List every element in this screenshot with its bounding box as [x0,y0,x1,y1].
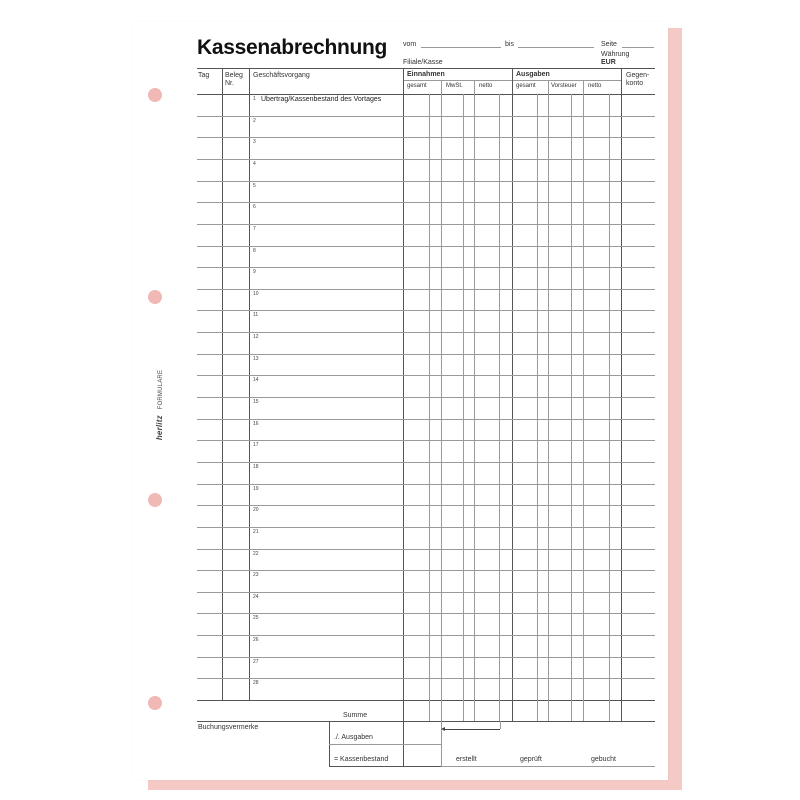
brand-line: FORMULARE [158,369,164,410]
row-number: 26 [253,637,259,643]
row-number: 7 [253,226,256,232]
row-number: 20 [253,507,259,513]
einnahmen-column-rule [512,68,513,721]
punch-hole [148,696,162,710]
sub-column-rule [441,80,442,721]
row-rule [197,332,655,333]
ausgaben-label: ./. Ausgaben [334,734,373,741]
row-rule [197,267,655,268]
col-beleg: Beleg [225,72,243,79]
table-top-rule [197,68,655,69]
signature-rule [441,766,655,767]
sub-column-rule [571,94,572,721]
row-number: 5 [253,183,256,189]
row-rule [197,484,655,485]
row-rule [197,375,655,376]
row-number: 2 [253,118,256,124]
vom-label: vom [403,41,417,48]
row-rule [197,246,655,247]
row-rule [197,527,655,528]
row-rule [197,440,655,441]
col-aus-netto: netto [588,83,602,89]
row-number: 17 [253,442,259,448]
row-rule [197,310,655,311]
row-number: 16 [253,421,259,427]
erstellt-label[interactable]: erstellt [456,756,477,763]
sub-column-rule [499,94,500,721]
row-number: 3 [253,139,256,145]
sub-column-rule [474,80,475,721]
row-rule [197,657,655,658]
ausgaben-column-rule [621,68,622,721]
row-rule [197,289,655,290]
sub-column-rule [583,80,584,721]
ausgaben-sub-rule [513,80,621,81]
sub-column-rule [548,80,549,721]
summe-label: Summe [343,712,368,719]
col-ausgaben: Ausgaben [516,71,550,78]
row-number: 9 [253,269,256,275]
row-number: 1 [253,96,256,102]
carry-arrow-icon [444,729,500,730]
col-vorgang: Geschäftsvorgang [253,72,310,79]
row-number: 25 [253,615,259,621]
col-aus-vorsteuer: Vorsteuer [551,83,577,89]
row-rule [197,462,655,463]
ausgaben-rule [329,744,441,745]
einnahmen-sub-rule [404,80,512,81]
col-beleg-nr: Nr. [225,80,234,87]
row-rule [197,678,655,679]
row-number: 19 [253,486,259,492]
col-ein-mwst: MwSt. [446,83,463,89]
currency-value: EUR [601,59,616,66]
seite-field[interactable] [622,47,654,48]
row-number: 6 [253,204,256,210]
header-bottom-rule [197,94,655,95]
punch-hole [148,88,162,102]
col-aus-gesamt: gesamt [516,83,536,89]
sub-column-rule [609,94,610,721]
sub-column-rule [429,94,430,721]
punch-hole [148,290,162,304]
row-rule [197,592,655,593]
col-tag: Tag [198,72,210,79]
brand-mark [155,345,169,465]
row-number: 15 [253,399,259,405]
row-rule [197,202,655,203]
gebucht-label[interactable]: gebucht [591,756,616,763]
geprueft-label[interactable]: geprüft [520,756,542,763]
brand-logo: herlitz [155,415,164,441]
first-row-text: Übertrag/Kassenbestand des Vortages [261,96,382,103]
row-rule [197,224,655,225]
col-ein-gesamt: gesamt [407,83,427,89]
row-number: 11 [253,312,259,318]
summe-rule [197,721,655,722]
row-rule [197,613,655,614]
row-number: 4 [253,161,256,167]
kassenbestand-label: = Kassenbestand [334,756,389,763]
row-number: 24 [253,594,259,600]
bis-label: bis [505,41,514,48]
tag-column-rule [222,68,223,700]
row-rule [197,570,655,571]
row-rule [197,397,655,398]
sub-column-rule [463,94,464,721]
row-number: 12 [253,334,259,340]
bis-field[interactable] [518,47,594,48]
table-bottom-rule [197,700,655,701]
col-gegenkonto-2: konto [626,80,644,87]
row-number: 28 [253,680,259,686]
form-sheet [133,22,668,780]
row-number: 21 [253,529,259,535]
vom-field[interactable] [421,47,501,48]
beleg-column-rule [249,68,250,700]
row-rule [197,137,655,138]
arrow-stem [500,721,501,729]
col-gegenkonto: Gegen- [626,72,650,79]
waehrung-label: Währung [601,51,630,58]
seite-label: Seite [601,41,617,48]
col-ein-netto: netto [479,83,493,89]
row-rule [197,159,655,160]
row-number: 18 [253,464,259,470]
row-rule [197,116,655,117]
filiale-label: Filiale/Kasse [403,59,443,66]
row-rule [197,549,655,550]
row-rule [197,181,655,182]
kassenbestand-rule [329,766,441,767]
row-rule [197,635,655,636]
vorgang-column-rule [403,68,404,766]
row-rule [197,505,655,506]
row-rule [197,419,655,420]
row-number: 13 [253,356,259,362]
sub-column-rule [537,94,538,721]
row-number: 10 [253,291,259,297]
punch-hole [148,493,162,507]
row-rule [197,354,655,355]
row-number: 22 [253,551,259,557]
row-number: 23 [253,572,259,578]
row-number: 27 [253,659,259,665]
col-einnahmen: Einnahmen [407,71,445,78]
buchungsvermerke-label: Buchungsvermerke [198,724,259,731]
row-number: 8 [253,248,256,254]
row-number: 14 [253,377,259,383]
form-title: Kassenabrechnung [197,36,388,59]
